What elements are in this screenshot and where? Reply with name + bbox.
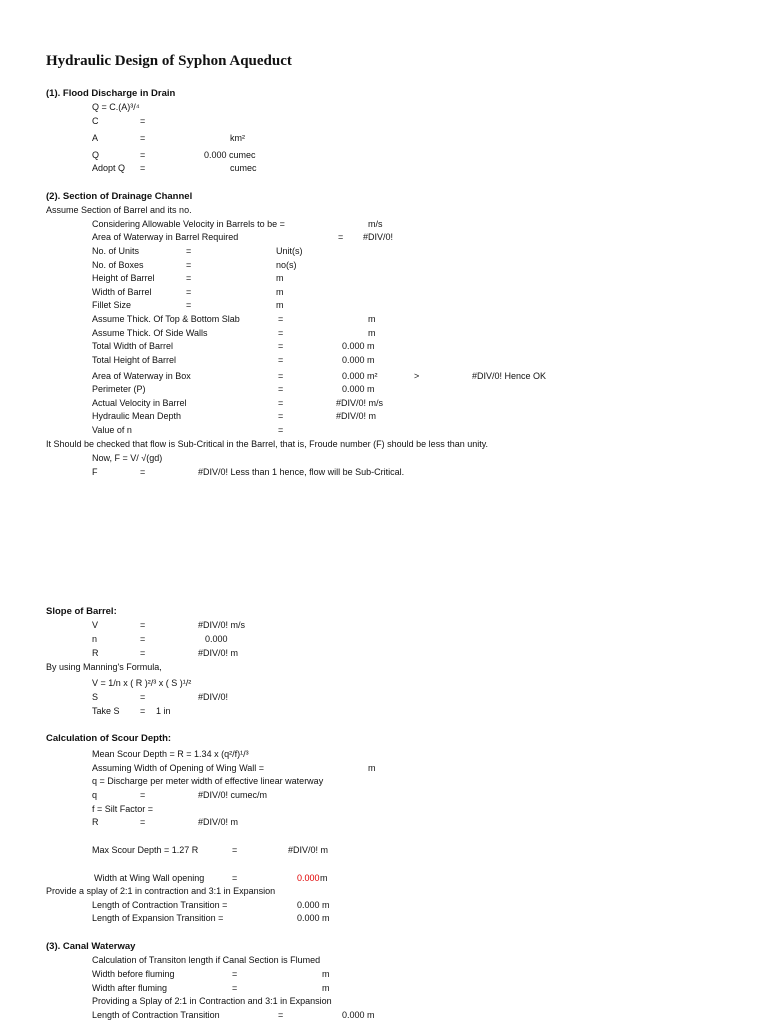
text-width-before-fluming-112: Width before fluming — [92, 969, 175, 979]
text-assume-section-of-barrel-and-its-no-14: Assume Section of Barrel and its no. — [46, 205, 192, 215]
text-0-000-74: 0.000 — [205, 634, 228, 644]
text-div-0-cumec-m-93: #DIV/0! cumec/m — [198, 790, 268, 800]
text-symbol-70: = — [140, 620, 146, 630]
text-div-0-m-100: #DIV/0! m — [288, 845, 329, 855]
text-symbol-45: = — [278, 355, 284, 365]
text-f-65: F — [92, 467, 98, 477]
text-value-of-n-61: Value of n — [92, 425, 132, 435]
text-by-using-manning-s-formula-78: By using Manning's Formula, — [46, 662, 162, 672]
text-symbol-84: = — [140, 706, 146, 716]
text-div-0-less-than-1-hence-flow-will-be-sub-67: #DIV/0! Less than 1 hence, flow will be Sub-Critical. — [198, 467, 405, 477]
text-symbol-120: = — [278, 1010, 284, 1020]
text-div-0-82: #DIV/0! — [198, 692, 229, 702]
section-heading-86: Calculation of Scour Depth: — [46, 733, 172, 744]
section-heading-0: (1). Flood Discharge in Drain — [46, 88, 176, 99]
text-symbol-33: = — [186, 300, 192, 310]
text-symbol-50: > — [414, 371, 420, 381]
text-div-0-m-s-57: #DIV/0! m/s — [336, 398, 384, 408]
text-0-000-m-54: 0.000 m — [342, 384, 375, 394]
text-symbol-76: = — [140, 648, 146, 658]
text-provide-a-splay-of-2-1-in-contraction-an-105: Provide a splay of 2:1 in contraction and 3:1 in Expansion — [46, 886, 276, 896]
text-width-at-wing-wall-opening-101: Width at Wing Wall opening — [94, 873, 205, 883]
text-width-of-barrel-29: Width of Barrel — [92, 287, 152, 297]
text-now-f-v-gd-64: Now, F = V/ √(gd) — [92, 453, 163, 463]
text-m-37: m — [368, 314, 376, 324]
text-q-91: q — [92, 790, 98, 800]
text-symbol-39: = — [278, 328, 284, 338]
text-m-s-16: m/s — [368, 219, 383, 229]
text-0-000-m-46: 0.000 m — [342, 355, 375, 365]
text-actual-velocity-in-barrel-55: Actual Velocity in Barrel — [92, 398, 187, 408]
text-km-6: km² — [230, 133, 245, 143]
text-area-of-waterway-in-barrel-required-17: Area of Waterway in Barrel Required — [92, 232, 239, 242]
text-providing-a-splay-of-2-1-in-contraction--118: Providing a Splay of 2:1 in Contraction and 3:1 in Expansion — [92, 996, 332, 1006]
text-no-of-units-20: No. of Units — [92, 246, 140, 256]
text-symbol-113: = — [232, 969, 238, 979]
text-m-28: m — [276, 273, 284, 283]
text-symbol-42: = — [278, 341, 284, 351]
text-assume-thick-of-side-walls-38: Assume Thick. Of Side Walls — [92, 328, 208, 338]
text-symbol-21: = — [186, 246, 192, 256]
text-symbol-48: = — [278, 371, 284, 381]
text-calculation-of-transiton-length-if-canal-111: Calculation of Transiton length if Canal Section is Flumed — [92, 955, 321, 965]
text-symbol-3: = — [140, 116, 146, 126]
text-0-000-m-43: 0.000 m — [342, 341, 375, 351]
text-symbol-27: = — [186, 273, 192, 283]
text-0-000-cumec-9: 0.000 cumec — [204, 150, 256, 160]
text-area-of-waterway-in-box-47: Area of Waterway in Box — [92, 371, 191, 381]
text-symbol-56: = — [278, 398, 284, 408]
text-symbol-18: = — [338, 232, 344, 242]
text-m-104: m — [320, 873, 328, 883]
text-div-0-m-s-71: #DIV/0! m/s — [198, 620, 246, 630]
text-symbol-5: = — [140, 133, 146, 143]
text-div-0-m-97: #DIV/0! m — [198, 817, 239, 827]
text-symbol-36: = — [278, 314, 284, 324]
text-unit-s-22: Unit(s) — [276, 246, 303, 256]
text-max-scour-depth-1-27-r-98: Max Scour Depth = 1.27 R — [92, 845, 199, 855]
text-symbol-62: = — [278, 425, 284, 435]
text-hydraulic-mean-depth-58: Hydraulic Mean Depth — [92, 411, 182, 421]
text-perimeter-p-52: Perimeter (P) — [92, 384, 146, 394]
text-symbol-73: = — [140, 634, 146, 644]
text-div-0-m-60: #DIV/0! m — [336, 411, 377, 421]
text-symbol-102: = — [232, 873, 238, 883]
text-m-117: m — [322, 983, 330, 993]
text-no-of-boxes-23: No. of Boxes — [92, 260, 144, 270]
text-a-4: A — [92, 133, 99, 143]
text-no-s-25: no(s) — [276, 260, 297, 270]
text-div-0-hence-ok-51: #DIV/0! Hence OK — [472, 371, 547, 381]
text-symbol-59: = — [278, 411, 284, 421]
text-div-0-m-77: #DIV/0! m — [198, 648, 239, 658]
text-q-7: Q — [92, 150, 100, 160]
text-r-75: R — [92, 648, 99, 658]
text-f-silt-factor-94: f = Silt Factor = — [92, 804, 154, 814]
text-symbol-30: = — [186, 287, 192, 297]
text-symbol-66: = — [140, 467, 146, 477]
text-symbol-53: = — [278, 384, 284, 394]
text-symbol-8: = — [140, 150, 146, 160]
text-s-80: S — [92, 692, 99, 702]
text-div-0-19: #DIV/0! — [363, 232, 394, 242]
text-total-width-of-barrel-41: Total Width of Barrel — [92, 341, 174, 351]
text-adopt-q-10: Adopt Q — [92, 163, 126, 173]
text-1-in-85: 1 in — [156, 706, 171, 716]
text-v-1-n-x-r-x-s-79: V = 1/n x ( R )²/³ x ( S )¹/² — [92, 678, 192, 688]
text-m-114: m — [322, 969, 330, 979]
text-take-s-83: Take S — [92, 706, 120, 716]
text-r-95: R — [92, 817, 99, 827]
text-width-after-fluming-115: Width after fluming — [92, 983, 168, 993]
text-0-000-m-49: 0.000 m² — [342, 371, 378, 381]
text-considering-allowable-velocity-in-barrel-15: Considering Allowable Velocity in Barrels to be = — [92, 219, 285, 229]
text-v-69: V — [92, 620, 99, 630]
text-m-89: m — [368, 763, 376, 773]
text-m-40: m — [368, 328, 376, 338]
text-assuming-width-of-opening-of-wing-wall-88: Assuming Width of Opening of Wing Wall = — [92, 763, 264, 773]
text-length-of-contraction-transition-119: Length of Contraction Transition — [92, 1010, 220, 1020]
section-heading-13: (2). Section of Drainage Channel — [46, 191, 193, 202]
text-assume-thick-of-top-bottom-slab-35: Assume Thick. Of Top & Bottom Slab — [92, 314, 240, 324]
text-0-000-m-121: 0.000 m — [342, 1010, 375, 1020]
text-length-of-expansion-transition-108: Length of Expansion Transition = — [92, 913, 224, 923]
section-heading-68: Slope of Barrel: — [46, 606, 117, 617]
text-symbol-92: = — [140, 790, 146, 800]
text-symbol-116: = — [232, 983, 238, 993]
text-0-000-103: 0.000 — [297, 873, 320, 883]
text-it-should-be-checked-that-flow-is-sub-cr-63: It Should be checked that flow is Sub-Critical in the Barrel, that is, Froude number (F) should be less than unity. — [46, 439, 489, 449]
text-symbol-81: = — [140, 692, 146, 702]
text-q-discharge-per-meter-width-of-effective-90: q = Discharge per meter width of effective linear waterway — [92, 776, 324, 786]
text-n-72: n — [92, 634, 98, 644]
text-0-000-m-109: 0.000 m — [297, 913, 330, 923]
text-mean-scour-depth-r-1-34-x-q-f-87: Mean Scour Depth = R = 1.34 x (q²/f)¹/³ — [92, 749, 249, 759]
text-q-c-a-1: Q = C.(A)³/⁴ — [92, 102, 140, 112]
text-m-31: m — [276, 287, 284, 297]
text-symbol-99: = — [232, 845, 238, 855]
text-c-2: C — [92, 116, 99, 126]
text-symbol-11: = — [140, 163, 146, 173]
section-heading-110: (3). Canal Waterway — [46, 941, 136, 952]
text-length-of-contraction-transition-106: Length of Contraction Transition = — [92, 900, 228, 910]
text-height-of-barrel-26: Height of Barrel — [92, 273, 155, 283]
text-symbol-96: = — [140, 817, 146, 827]
text-symbol-24: = — [186, 260, 192, 270]
text-0-000-m-107: 0.000 m — [297, 900, 330, 910]
text-fillet-size-32: Fillet Size — [92, 300, 132, 310]
text-total-height-of-barrel-44: Total Height of Barrel — [92, 355, 177, 365]
page-title: Hydraulic Design of Syphon Aqueduct — [46, 53, 292, 69]
text-m-34: m — [276, 300, 284, 310]
text-cumec-12: cumec — [230, 163, 257, 173]
